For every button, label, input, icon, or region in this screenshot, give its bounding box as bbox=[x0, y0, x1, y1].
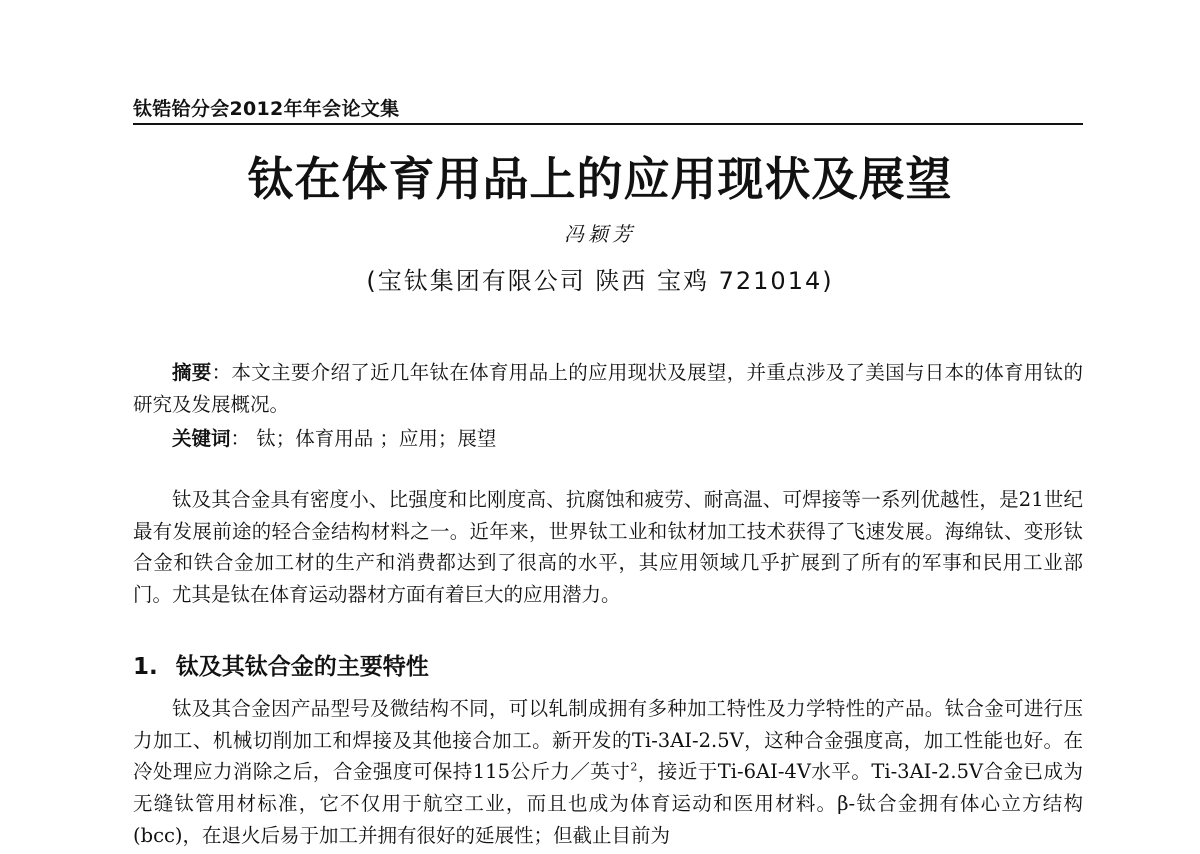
keywords-label: 关键词 bbox=[172, 427, 231, 450]
abstract-paragraph bbox=[133, 357, 1083, 420]
section-heading bbox=[133, 648, 429, 681]
intro-paragraph: 钛及其合金具有密度小、比强度和比刚度高、抗腐蚀和疲劳、耐高温、可焊接等一系列优越性，是21世纪最有发展前途的轻合金结构材料之一。近年来，世界钛工业和钛材加工技术获得了飞速发展。海绵钛、变形钛合金和铁合金加工材的生产和消费都达到了很高的水平，其应用领域几乎扩展到了所有的军事和民用工业部门。尤其是钛在体育运动器材方面有着巨大的应用潜力。 bbox=[133, 488, 1083, 607]
abstract-label: 摘要 bbox=[172, 361, 212, 384]
keywords-text: ： 钛；体育用品 ；应用；展望 bbox=[230, 427, 497, 450]
running-head: 钛锆铪分会2012年年会论文集 bbox=[133, 98, 400, 120]
author-name: 冯颖芳 bbox=[564, 222, 636, 246]
keywords-line bbox=[172, 423, 496, 455]
section-body-paragraph bbox=[133, 693, 1083, 852]
section-title: 钛及其钛合金的主要特性 bbox=[175, 654, 429, 680]
superscript-exponent: 2 bbox=[630, 760, 638, 774]
paper-title: 钛在体育用品上的应用现状及展望 bbox=[247, 152, 953, 206]
abstract-text: ：本文主要介绍了近几年钛在体育用品上的应用现状及展望，并重点涉及了美国与日本的体育用钛的研究及发展概况。 bbox=[133, 361, 1083, 416]
header-rule bbox=[133, 123, 1083, 125]
section-text-part1: 钛及其合金因产品型号及微结构不同，可以轧制成拥有多种加工特性及力学特性的产品。钛合金可进行压力加工、机械切削加工和焊接及其他接合加工。新开发的Ti-3AI-2.5V，这种合金强度高，加工性能也好。在冷处理应力消除之后，合金强度可保持115公斤力／英寸 bbox=[133, 697, 1083, 784]
section-text-part2: ，接近于Ti-6AI-4V水平。Ti-3AI-2.5V合金已成为无缝钛管用材标准，它不仅用于航空工业，而且也成为体育运动和医用材料。β-钛合金拥有体心立方结构(bcc)，在退火后易于加工并拥有很好的延展性；但截止目前为 bbox=[133, 760, 1083, 847]
section-number: 1. bbox=[133, 654, 158, 680]
author-affiliation: (宝钛集团有限公司 陕西 宝鸡 721014) bbox=[366, 267, 834, 295]
